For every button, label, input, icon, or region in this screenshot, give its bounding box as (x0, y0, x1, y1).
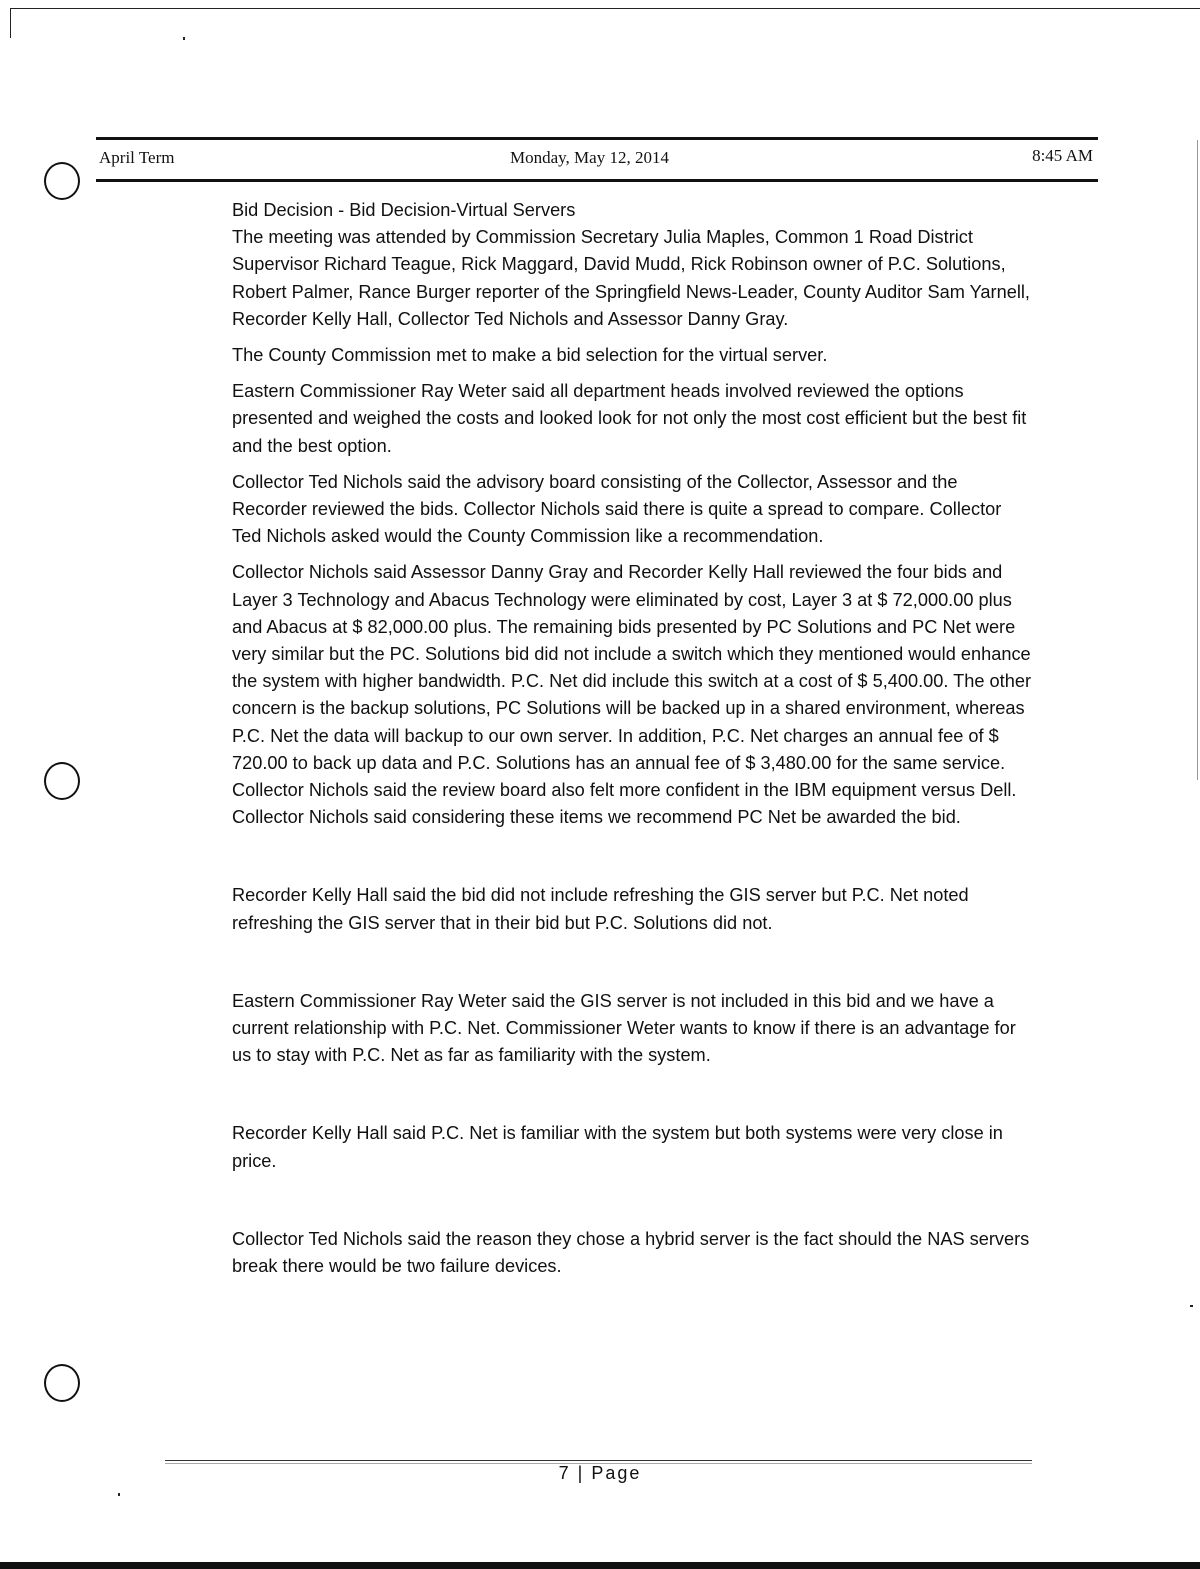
punch-hole-bottom (44, 1364, 80, 1402)
agenda-item-title: Bid Decision - Bid Decision-Virtual Servers (232, 200, 576, 220)
header-rule-bottom (96, 179, 1098, 182)
scan-speck (183, 37, 185, 40)
paragraph: Recorder Kelly Hall said P.C. Net is familiar with the system but both systems were very close in price. (232, 1123, 1003, 1171)
minutes-body (232, 197, 1032, 1280)
paragraph: The County Commission met to make a bid selection for the virtual server. (232, 345, 828, 366)
header-date: Monday, May 12, 2014 (510, 148, 669, 167)
attendance-paragraph: The meeting was attended by Commission Secretary Julia Maples, Common 1 Road District Supervisor Richard Teague, Rick Maggard, David Mudd, Rick Robinson owner of P.C. Solutions, Robert Palmer, Rance Burger reporter of the Springfield News-Leader, County Auditor Sam Yarnell, Recorder Kelly Hall, Collector Ted Nichols and Assessor Danny Gray. (232, 227, 1030, 329)
scan-speck (118, 1493, 120, 1496)
scan-speck (1190, 1305, 1193, 1307)
scan-border-left (10, 8, 11, 38)
paragraph: Collector Ted Nichols said the advisory board consisting of the Collector, Assessor and the Recorder reviewed the bids. Collector Nichols said there is quite a spread to compare. Collector Ted Nichols asked would the County Commission like a recommendation. (232, 471, 1002, 547)
header-rule-top (96, 137, 1098, 140)
scan-border-right (1197, 140, 1198, 780)
paragraph: Eastern Commissioner Ray Weter said the GIS server is not included in this bid and we have a current relationship with P.C. Net. Commissioner Weter wants to know if there is an advantage for us to stay with P.C. Net as far as familiarity with the system. (232, 990, 1016, 1066)
page-number: 7 | Page (558, 1463, 642, 1483)
scan-border-bottom (0, 1562, 1200, 1569)
paragraph: Collector Ted Nichols said the reason they chose a hybrid server is the fact should the NAS servers break there would be two failure devices. (232, 1228, 1030, 1277)
header-time: 8:45 AM (1032, 146, 1093, 165)
footer-rule (165, 1460, 1032, 1461)
scan-border-top (10, 8, 1200, 9)
paragraph: Collector Nichols said Assessor Danny Gray and Recorder Kelly Hall reviewed the four bids and Layer 3 Technology and Abacus Technology were eliminated by cost, Layer 3 at $ 72,000.00 plus and Abacus at $ 82,000.00 plus. The remaining bids presented by PC Solutions and PC Net were very similar but the PC. Solutions bid did not include a switch which they mentioned would enhance the system with higher bandwidth. P.C. Net did include this switch at a cost of $ 5,400.00. The other concern is the backup solutions, PC Solutions will be backed up in a shared environment, whereas P.C. Net the data will backup to our own server. In addition, P.C. Net charges an annual fee of $ 720.00 to back up data and P.C. Solutions has an annual fee of $ 3,480.00 for the same service. Collector Nichols said the review board also felt more confident in the IBM equipment versus Dell. Collector Nichols said considering these items we recommend PC Net be awarded the bid. (232, 562, 1032, 828)
punch-hole-top (44, 162, 80, 200)
header-term: April Term (99, 148, 175, 167)
paragraph: Recorder Kelly Hall said the bid did not include refreshing the GIS server but P.C. Net noted refreshing the GIS server that in their bid but P.C. Solutions did not. (232, 885, 969, 933)
paragraph: Eastern Commissioner Ray Weter said all department heads involved reviewed the options presented and weighed the costs and looked look for not only the most cost efficient but the best fit and the best option. (232, 381, 1027, 456)
punch-hole-middle (44, 762, 80, 800)
